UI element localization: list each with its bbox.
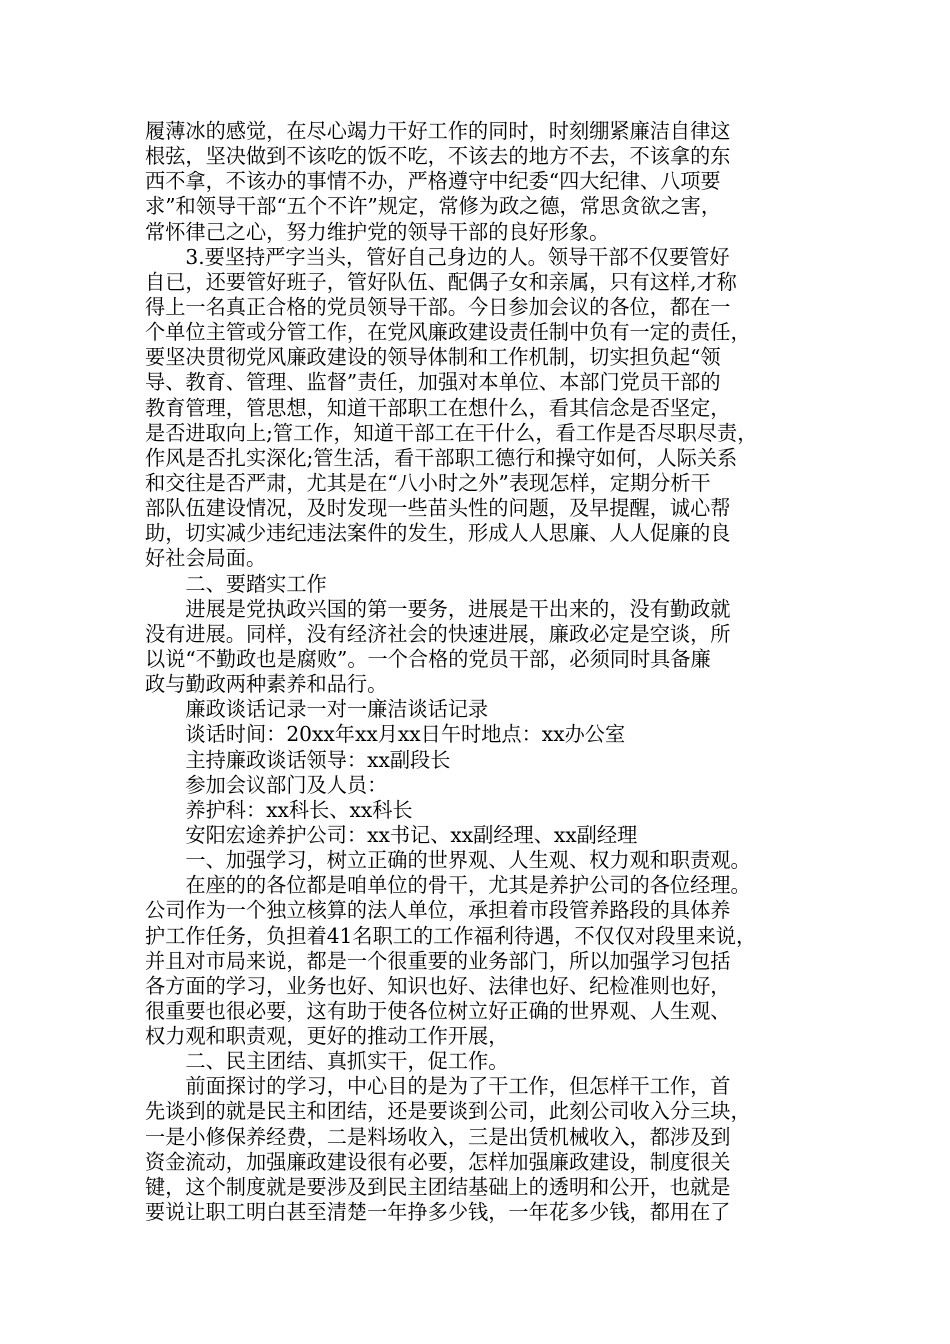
text-line: 参加会议部门及人员： bbox=[145, 772, 388, 797]
text-line: 二、要踏实工作 bbox=[145, 571, 327, 596]
text-line: 常怀律己之心，努力维护党的领导干部的良好形象。 bbox=[145, 219, 610, 244]
text-line: 求”和领导干部“五个不许”规定，常修为政之德，常思贪欲之害， bbox=[145, 194, 722, 219]
text-line: 二、民主团结、真抓实干，促工作。 bbox=[145, 1049, 509, 1074]
text-line: 好社会局面。 bbox=[145, 546, 267, 571]
text-line: 前面探讨的学习，中心目的是为了干工作，但怎样干工作，首 bbox=[145, 1074, 731, 1099]
text-line: 护工作任务，负担着41名职工的工作福利待遇，不仅仅对段里来说， bbox=[145, 923, 757, 948]
text-line: 公司作为一个独立核算的法人单位，承担着市段管养路段的具体养 bbox=[145, 898, 731, 923]
text-line: 履薄冰的感觉，在尽心竭力干好工作的同时，时刻绷紧廉洁自律这 bbox=[145, 119, 731, 143]
text-line: 要说让职工明白甚至清楚一年挣多少钱，一年花多少钱，都用在了 bbox=[145, 1200, 731, 1225]
text-line: 作风是否扎实深化;管生活，看干部职工德行和操守如何，人际关系 bbox=[145, 445, 738, 470]
text-line: 政与勤政两种素养和品行。 bbox=[145, 672, 388, 697]
text-line: 和交往是否严肃，尤其是在“八小时之外”表现怎样，定期分析干 bbox=[145, 470, 711, 495]
text-line: 在座的的各位都是咱单位的骨干，尤其是养护公司的各位经理。 bbox=[145, 873, 751, 898]
text-line: 导、教育、管理、监督”责任，加强对本单位、本部门党员干部的 bbox=[145, 370, 721, 395]
text-line: 主持廉政谈话领导：xx副段长 bbox=[145, 747, 451, 772]
text-line: 先谈到的就是民主和团结，还是要谈到公司，此刻公司收入分三块， bbox=[145, 1099, 751, 1124]
text-line: 廉政谈话记录一对一廉洁谈话记录 bbox=[145, 697, 489, 722]
text-line: 以说“不勤政也是腐败”。一个合格的党员干部，必须同时具备廉 bbox=[145, 646, 711, 671]
text-line: 助，切实减少违纪违法案件的发生，形成人人思廉、人人促廉的良 bbox=[145, 521, 731, 546]
text-line: 键，这个制度就是要涉及到民主团结基础上的透明和公开，也就是 bbox=[145, 1174, 731, 1199]
text-line: 得上一名真正合格的党员领导干部。今日参加会议的各位，都在一 bbox=[145, 294, 731, 319]
text-line: 各方面的学习，业务也好、知识也好、法律也好、纪检准则也好， bbox=[145, 973, 731, 998]
text-line: 要坚决贯彻党风廉政建设的领导体制和工作机制，切实担负起“领 bbox=[145, 345, 721, 370]
text-line: 权力观和职责观，更好的推动工作开展， bbox=[145, 1024, 509, 1049]
text-line: 进展是党执政兴国的第一要务，进展是干出来的，没有勤政就 bbox=[145, 596, 731, 621]
text-line: 并且对市局来说，都是一个很重要的业务部门，所以加强学习包括 bbox=[145, 948, 731, 973]
text-line: 是否进取向上;管工作，知道干部工在干什么，看工作是否尽职尽责， bbox=[145, 420, 758, 445]
text-line: 一是小修保养经费，二是料场收入，三是出赁机械收入，都涉及到 bbox=[145, 1124, 731, 1149]
text-line: 没有进展。同样，没有经济社会的快速进展，廉政必定是空谈，所 bbox=[145, 621, 731, 646]
text-line: 个单位主管或分管工作，在党风廉政建设责任制中负有一定的责任， bbox=[145, 320, 751, 345]
text-line: 教育管理，管思想，知道干部职工在想什么，看其信念是否坚定， bbox=[145, 395, 731, 420]
text-line: 养护科：xx科长、xx科长 bbox=[145, 797, 413, 822]
text-line: 部队伍建设情况，及时发现一些苗头性的问题，及早提醒，诚心帮 bbox=[145, 496, 731, 521]
text-line: 资金流动，加强廉政建设很有必要，怎样加强廉政建设，制度很关 bbox=[145, 1149, 731, 1174]
text-line: 西不拿，不该办的事情不办，严格遵守中纪委“四大纪律、八项要 bbox=[145, 169, 721, 194]
text-line: 一、加强学习，树立正确的世界观、人生观、权力观和职责观。 bbox=[145, 848, 751, 873]
text-line: 谈话时间：20xx年xx月xx日午时地点：xx办公室 bbox=[145, 722, 626, 747]
text-line: 自已，还要管好班子，管好队伍、配偶子女和亲属，只有这样,才称 bbox=[145, 269, 737, 294]
text-line: 3.要坚持严字当头，管好自己身边的人。领导干部不仅要管好 bbox=[145, 244, 730, 269]
text-line: 根弦，坚决做到不该吃的饭不吃，不该去的地方不去，不该拿的东 bbox=[145, 144, 731, 169]
text-line: 安阳宏途养护公司：xx书记、xx副经理、xx副经理 bbox=[145, 822, 638, 847]
document-body bbox=[145, 119, 845, 1225]
text-line: 很重要也很必要，这有助于使各位树立好正确的世界观、人生观、 bbox=[145, 998, 731, 1023]
